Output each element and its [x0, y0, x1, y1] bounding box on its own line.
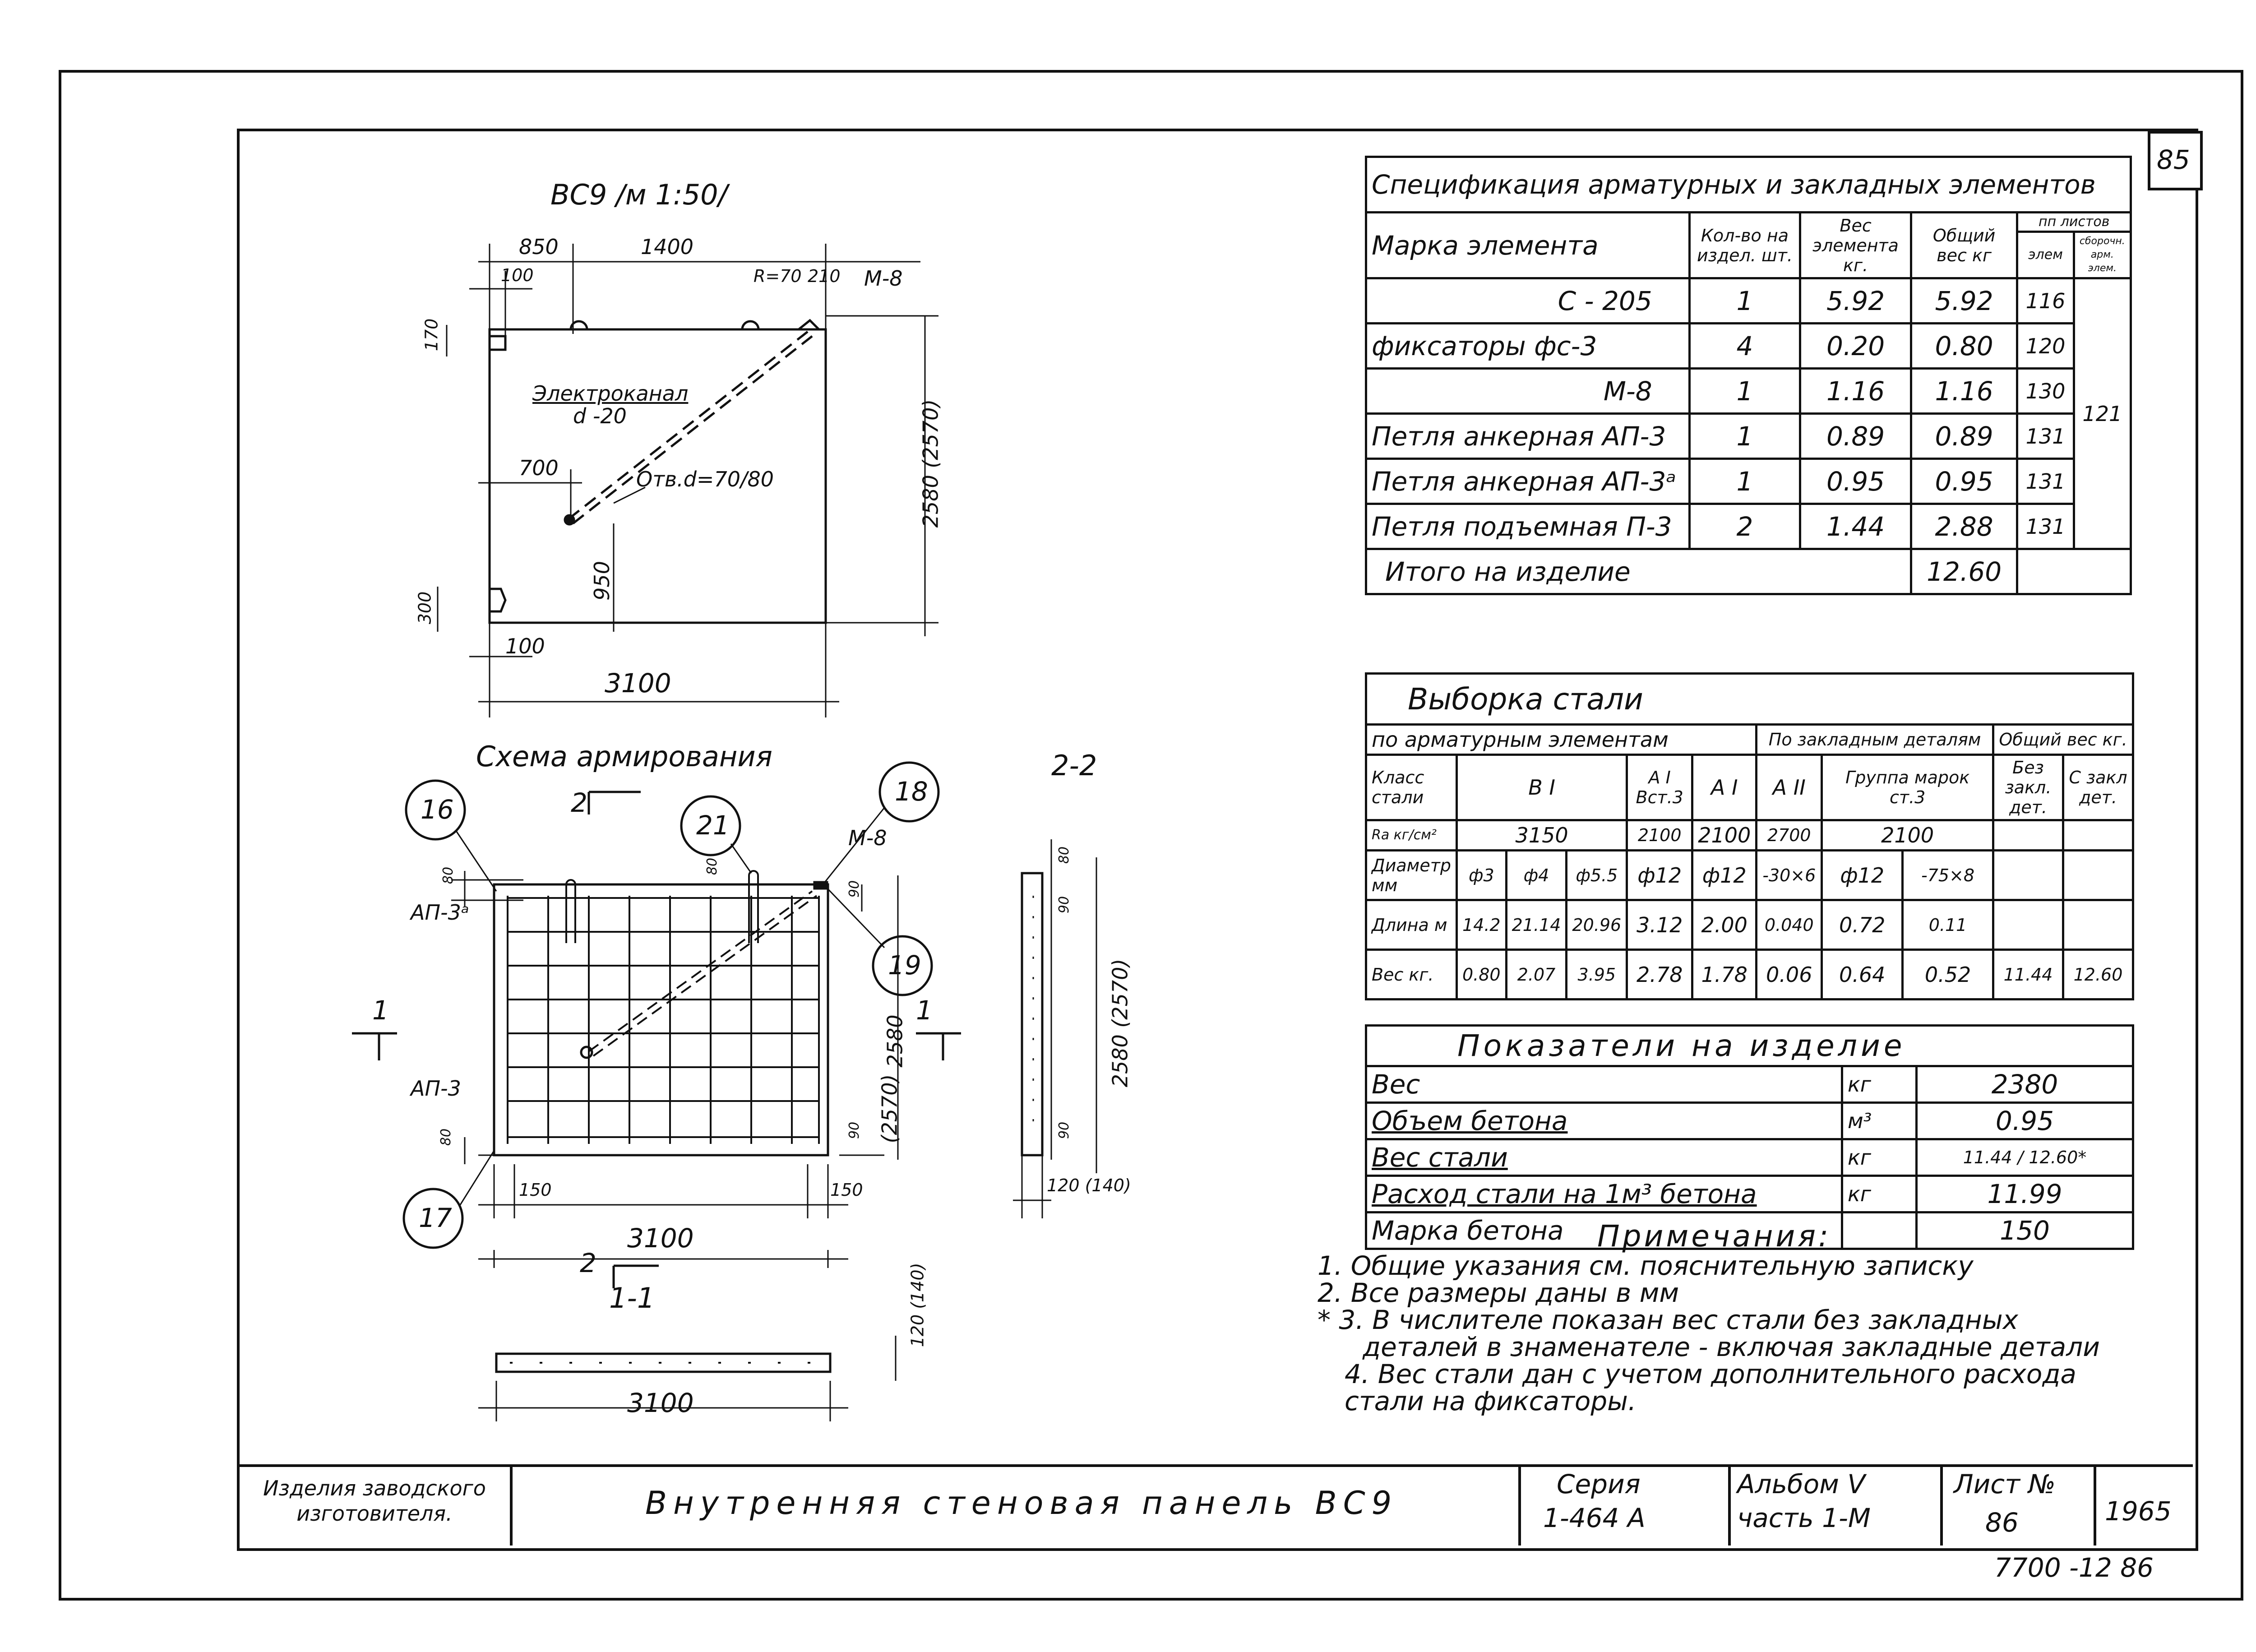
- dim-850: 850: [519, 235, 559, 259]
- steel-len: 21.14: [1506, 900, 1567, 950]
- section-2-2-title: 2-2: [1051, 749, 1097, 782]
- spec-hdr-sheet-assembly: сборочн. арм. элем.: [2074, 232, 2131, 278]
- tb-divider: [1940, 1464, 1943, 1546]
- spec-row-sheet: 130: [2017, 369, 2074, 414]
- tb-sheet-label: Лист №: [1954, 1469, 2056, 1499]
- dim-3100-elev: 3100: [605, 668, 671, 699]
- spec-hdr-sheet-elem: элем: [2017, 232, 2074, 278]
- spec-total-value: 12.60: [1911, 549, 2017, 594]
- reinf-m8: М-8: [848, 826, 887, 850]
- ind-row-value: 11.44 / 12.60*: [1917, 1139, 2133, 1176]
- ind-row-name: Вес: [1366, 1066, 1842, 1103]
- steel-row-len: Длина м: [1366, 900, 1457, 950]
- callout-17: 17: [419, 1203, 452, 1233]
- steel-ra: 2100: [1692, 820, 1757, 851]
- steel-weight: 0.80: [1456, 950, 1506, 1000]
- spec-row-mark: Петля анкерная АП-3: [1366, 414, 1690, 459]
- tb-divider: [1728, 1464, 1731, 1546]
- steel-len: 14.2: [1456, 900, 1506, 950]
- spec-row-mark: Петля подъемная П-3: [1366, 504, 1690, 549]
- callout-21: 21: [696, 810, 730, 841]
- spec-hdr-weight: Вес элемента кг.: [1800, 213, 1911, 278]
- reinf-150-right: 150: [830, 1180, 863, 1200]
- tb-year: 1965: [2105, 1496, 2172, 1527]
- label-ap3: АП-3: [411, 1076, 461, 1101]
- tb-album-label: Альбом V: [1737, 1469, 1866, 1499]
- spec-row-qty: 1: [1689, 459, 1800, 504]
- spec-total-label: Итого на изделие: [1366, 549, 1911, 594]
- tb-sheet: 86: [1985, 1507, 2019, 1538]
- elevation-m8: М-8: [864, 266, 903, 291]
- steel-title: Выборка стали: [1366, 674, 2133, 725]
- reinforcement-panel: [494, 884, 828, 1155]
- s22-2580: 2580 (2570): [1108, 958, 1133, 1087]
- ind-row-unit: кг: [1842, 1139, 1917, 1176]
- archive-code: 7700 -12 86: [1994, 1552, 2154, 1583]
- ind-row-name: Объем бетона: [1366, 1103, 1842, 1139]
- callout-18: 18: [895, 776, 928, 807]
- spec-row-weight: 0.20: [1800, 324, 1911, 369]
- spec-row-qty: 1: [1689, 369, 1800, 414]
- spec-row-mark: М-8: [1366, 369, 1690, 414]
- steel-diam: ф4: [1506, 851, 1567, 900]
- spec-row-qty: 1: [1689, 278, 1800, 324]
- spec-row-qty: 1: [1689, 414, 1800, 459]
- cut-1-left: 1: [372, 995, 389, 1026]
- reinforcement-title: Схема армирования: [476, 740, 772, 773]
- spec-row-weight: 1.44: [1800, 504, 1911, 549]
- note-4: 4. Вес стали дан с учетом дополнительного расхода: [1345, 1359, 2076, 1389]
- steel-diam: ф12: [1627, 851, 1692, 900]
- dim-2580-elev: 2580 (2570): [918, 399, 943, 528]
- spec-hdr-total: Общий вес кг: [1911, 213, 2017, 278]
- steel-diam: ф12: [1692, 851, 1757, 900]
- steel-hdr-embed: По закладным деталям: [1757, 725, 1993, 755]
- ind-row-name: Расход стали на 1м³ бетона: [1366, 1176, 1842, 1212]
- tb-series: 1-464 А: [1543, 1503, 1646, 1533]
- steel-ra: 2700: [1757, 820, 1822, 851]
- steel-diam: ф3: [1456, 851, 1506, 900]
- reinf-80-bottom: 80: [438, 1128, 454, 1146]
- section-2-2-profile: [1022, 873, 1042, 1155]
- steel-class-with-embed: С закл дет.: [2063, 755, 2133, 820]
- spec-row-qty: 2: [1689, 504, 1800, 549]
- spec-row-total: 0.95: [1911, 459, 2017, 504]
- electro-size: d -20: [573, 404, 627, 428]
- steel-row-class: Класс стали: [1366, 755, 1457, 820]
- spec-hdr-qty: Кол-во на издел. шт.: [1689, 213, 1800, 278]
- hole-label: Отв.d=70/80: [636, 467, 774, 491]
- steel-weight: 0.52: [1903, 950, 1993, 1000]
- s22-120: 120 (140): [1047, 1175, 1131, 1195]
- steel-diam: -75×8: [1903, 851, 1993, 900]
- page-number: 85: [2157, 144, 2190, 175]
- steel-row-ra: Ra кг/см²: [1366, 820, 1457, 851]
- ind-row-value: 11.99: [1917, 1176, 2133, 1212]
- steel-diam: ф12: [1822, 851, 1903, 900]
- steel-row-diam: Диаметр мм: [1366, 851, 1457, 900]
- steel-diam: -30×6: [1757, 851, 1822, 900]
- note-3: * 3. В числителе показан вес стали без закладных: [1318, 1305, 2018, 1335]
- note-4-cont: стали на фиксаторы.: [1345, 1386, 1637, 1416]
- s22-90-top: 90: [1056, 896, 1073, 914]
- reinf-2580: 2580: [883, 1014, 907, 1068]
- steel-class-bi: В I: [1456, 755, 1627, 820]
- label-ap3a: АП-3ᵃ: [411, 900, 469, 925]
- indicators-table: [1365, 1024, 2134, 1250]
- spec-row-sheet: 131: [2017, 504, 2074, 549]
- reinf-3100: 3100: [627, 1223, 694, 1254]
- dim-700: 700: [519, 456, 559, 480]
- spec-row-mark: Петля анкерная АП-3ᵃ: [1366, 459, 1690, 504]
- dim-100-top: 100: [501, 265, 534, 285]
- dim-r70: R=70: [754, 266, 802, 286]
- spec-row-sheet: 120: [2017, 324, 2074, 369]
- spec-row-mark: С - 205: [1366, 278, 1690, 324]
- ind-row-value: 150: [1917, 1212, 2133, 1249]
- spec-row-weight: 0.89: [1800, 414, 1911, 459]
- note-1: 1. Общие указания см. пояснительную записку: [1318, 1250, 1974, 1281]
- tb-name: Внутренняя стеновая панель ВС9: [645, 1485, 1398, 1522]
- steel-ra: 3150: [1456, 820, 1627, 851]
- callout-16: 16: [421, 794, 454, 825]
- steel-len: 20.96: [1567, 900, 1627, 950]
- steel-class-aii: А II: [1757, 755, 1822, 820]
- ind-row-unit: м³: [1842, 1103, 1917, 1139]
- dim-210: 210: [808, 266, 841, 286]
- dim-1400: 1400: [641, 235, 694, 259]
- dim-300: 300: [415, 591, 435, 625]
- steel-table: [1365, 672, 2134, 1000]
- note-3-cont: деталей в знаменателе - включая закладные детали: [1363, 1332, 2100, 1362]
- cut-2-top: 2: [571, 787, 587, 818]
- steel-weight: 2.07: [1506, 950, 1567, 1000]
- ind-row-unit: кг: [1842, 1066, 1917, 1103]
- section-1-1-title: 1-1: [609, 1282, 655, 1314]
- steel-len: 0.72: [1822, 900, 1903, 950]
- steel-class-ai-vst3: А I Вст.3: [1627, 755, 1692, 820]
- ind-row-value: 2380: [1917, 1066, 2133, 1103]
- steel-len: 0.11: [1903, 900, 1993, 950]
- s22-80: 80: [1056, 846, 1073, 864]
- spec-row-sheet: 131: [2017, 414, 2074, 459]
- spec-row-qty: 4: [1689, 324, 1800, 369]
- spec-row-total: 5.92: [1911, 278, 2017, 324]
- electro-label: Электроканал: [532, 381, 689, 406]
- steel-hdr-total: Общий вес кг.: [1993, 725, 2133, 755]
- steel-total-with-embed: 12.60: [2063, 950, 2133, 1000]
- elevation-title: ВС9 /м 1:50/: [550, 178, 728, 211]
- s22-90-bottom: 90: [1056, 1121, 1073, 1139]
- notes-title: Примечания:: [1597, 1219, 1831, 1254]
- spec-row-mark: фиксаторы фс-3: [1366, 324, 1690, 369]
- ind-row-value: 0.95: [1917, 1103, 2133, 1139]
- steel-weight: 3.95: [1567, 950, 1627, 1000]
- spec-row-weight: 0.95: [1800, 459, 1911, 504]
- spec-row-total: 2.88: [1911, 504, 2017, 549]
- dim-950: 950: [589, 561, 614, 601]
- spec-row-sheet: 116: [2017, 278, 2074, 324]
- spec-row-sheet: 131: [2017, 459, 2074, 504]
- steel-hdr-reinf: по арматурным элементам: [1366, 725, 1757, 755]
- callout-19: 19: [888, 950, 921, 981]
- s11-120: 120 (140): [907, 1263, 928, 1347]
- dim-170: 170: [421, 318, 442, 352]
- spec-row-total: 1.16: [1911, 369, 2017, 414]
- indicators-title: Показатели на изделие: [1366, 1026, 2133, 1066]
- spec-row-weight: 5.92: [1800, 278, 1911, 324]
- steel-ra: 2100: [1627, 820, 1692, 851]
- ind-row-name: Марка бетона: [1366, 1212, 1842, 1249]
- spec-hdr-sheets: пп листов: [2017, 213, 2131, 232]
- cut-1-right: 1: [916, 995, 933, 1026]
- tb-album-part: часть 1-М: [1737, 1503, 1871, 1533]
- reinf-90-bottom: 90: [846, 1121, 863, 1139]
- steel-weight: 0.06: [1757, 950, 1822, 1000]
- steel-weight: 2.78: [1627, 950, 1692, 1000]
- steel-len: 0.040: [1757, 900, 1822, 950]
- spec-row-weight: 1.16: [1800, 369, 1911, 414]
- ind-row-unit: кг: [1842, 1176, 1917, 1212]
- steel-class-group: Группа марок ст.3: [1822, 755, 1993, 820]
- tb-divider: [510, 1464, 513, 1546]
- reinf-80-mid: 80: [704, 857, 721, 875]
- dim-100-bottom: 100: [505, 634, 545, 658]
- reinf-80-left: 80: [440, 866, 457, 884]
- steel-class-ai: А I: [1692, 755, 1757, 820]
- reinf-90-right: 90: [846, 880, 863, 898]
- steel-class-no-embed: Без закл. дет.: [1993, 755, 2063, 820]
- spec-assembly-sheet: 121: [2074, 278, 2131, 549]
- steel-weight: 0.64: [1822, 950, 1903, 1000]
- note-2: 2. Все размеры даны в мм: [1318, 1277, 1679, 1308]
- cut-2-bottom: 2: [580, 1248, 596, 1278]
- spec-table: [1365, 156, 2132, 595]
- tb-divider: [1518, 1464, 1521, 1546]
- s11-3100: 3100: [627, 1388, 694, 1418]
- notes: [1318, 1221, 2175, 1415]
- tb-series-label: Серия: [1557, 1469, 1641, 1499]
- reinf-150-left: 150: [519, 1180, 552, 1200]
- reinf-2570: (2570): [877, 1074, 902, 1143]
- ind-row-name: Вес стали: [1366, 1139, 1842, 1176]
- steel-len: 2.00: [1692, 900, 1757, 950]
- tb-product-type: Изделия заводского изготовителя.: [263, 1476, 486, 1526]
- steel-weight: 1.78: [1692, 950, 1757, 1000]
- tb-divider: [2094, 1464, 2096, 1546]
- steel-ra: 2100: [1822, 820, 1993, 851]
- steel-diam: ф5.5: [1567, 851, 1627, 900]
- steel-total-no-embed: 11.44: [1993, 950, 2063, 1000]
- spec-hdr-mark: Марка элемента: [1366, 213, 1690, 278]
- steel-row-weight: Вес кг.: [1366, 950, 1457, 1000]
- spec-row-total: 0.80: [1911, 324, 2017, 369]
- spec-row-total: 0.89: [1911, 414, 2017, 459]
- spec-title: Спецификация арматурных и закладных элементов: [1366, 157, 2131, 213]
- steel-len: 3.12: [1627, 900, 1692, 950]
